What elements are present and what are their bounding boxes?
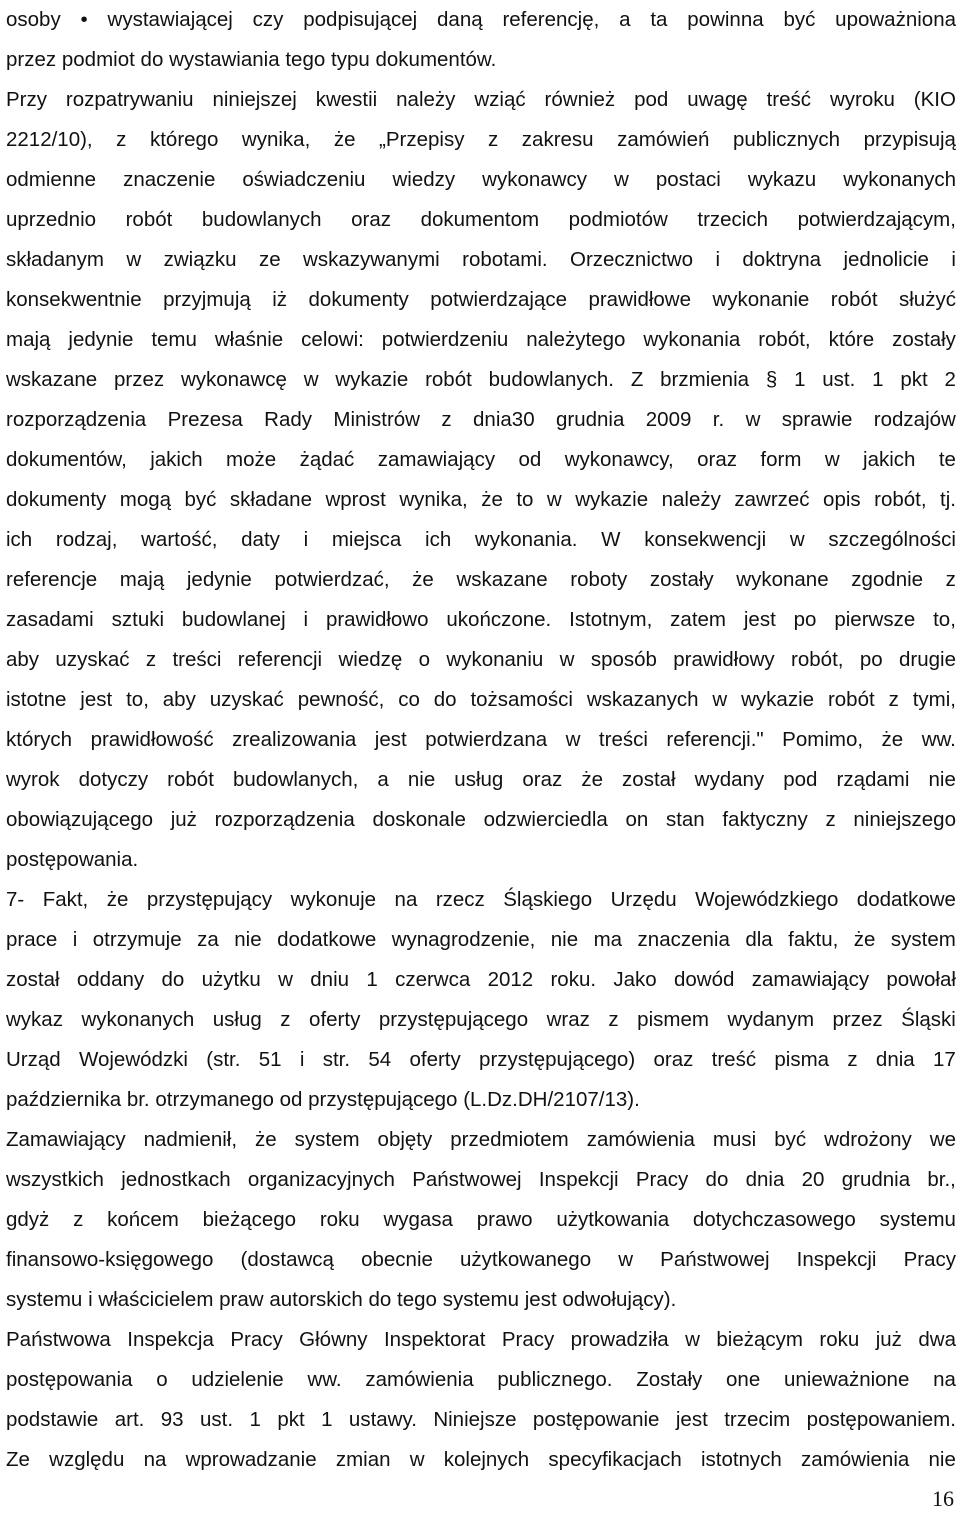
- text-line: postępowania o udzielenie ww. zamówienia publicznego. Zostały one unieważnione na: [6, 1368, 956, 1391]
- text-line: postępowania.: [6, 848, 139, 871]
- text-line: wyrok dotyczy robót budowlanych, a nie usług oraz że został wydany pod rządami nie: [6, 768, 956, 791]
- text-line: przez podmiot do wystawiania tego typu dokumentów.: [6, 48, 497, 71]
- page-number: 16: [932, 1486, 954, 1511]
- text-line: 7- Fakt, że przystępujący wykonuje na rzecz Śląskiego Urzędu Wojewódzkiego dodatkowe: [6, 888, 956, 911]
- text-line: Ze względu na wprowadzanie zmian w kolejnych specyfikacjach istotnych zamówienia nie: [6, 1448, 956, 1471]
- text-line: dokumenty mogą być składane wprost wynika, że to w wykazie należy zawrzeć opis robót, tj.: [6, 488, 956, 511]
- text-line: października br. otrzymanego od przystępującego (L.Dz.DH/2107/13).: [6, 1088, 640, 1111]
- text-line: których prawidłowość zrealizowania jest potwierdzana w treści referencji." Pomimo, że ww.: [6, 728, 956, 751]
- text-line: podstawie art. 93 ust. 1 pkt 1 ustawy. Niniejsze postępowanie jest trzecim postępowaniem.: [6, 1408, 956, 1431]
- text-line: mają jedynie temu właśnie celowi: potwierdzeniu należytego wykonania robót, które zostały: [6, 328, 956, 351]
- text-line: prace i otrzymuje za nie dodatkowe wynagrodzenie, nie ma znaczenia dla faktu, że system: [6, 928, 956, 951]
- text-line: zasadami sztuki budowlanej i prawidłowo ukończone. Istotnym, zatem jest po pierwsze to,: [6, 608, 956, 631]
- text-line: gdyż z końcem bieżącego roku wygasa prawo użytkowania dotychczasowego systemu: [6, 1208, 956, 1231]
- text-line: składanym w związku ze wskazywanymi robotami. Orzecznictwo i doktryna jednolicie i: [6, 248, 956, 271]
- text-line: osoby • wystawiającej czy podpisującej daną referencję, a ta powinna być upoważniona: [6, 8, 956, 31]
- text-line: wskazane przez wykonawcę w wykazie robót budowlanych. Z brzmienia § 1 ust. 1 pkt 2: [6, 368, 956, 391]
- text-line: Zamawiający nadmienił, że system objęty przedmiotem zamówienia musi być wdrożony we: [6, 1128, 956, 1151]
- text-line: referencje mają jedynie potwierdzać, że wskazane roboty zostały wykonane zgodnie z: [6, 568, 956, 591]
- text-line: Państwowa Inspekcja Pracy Główny Inspektorat Pracy prowadziła w bieżącym roku już dwa: [6, 1328, 956, 1351]
- text-line: Przy rozpatrywaniu niniejszej kwestii należy wziąć również pod uwagę treść wyroku (KIO: [6, 88, 956, 111]
- text-line: rozporządzenia Prezesa Rady Ministrów z dnia30 grudnia 2009 r. w sprawie rodzajów: [6, 408, 956, 431]
- text-line: 2212/10), z którego wynika, że „Przepisy z zakresu zamówień publicznych przypisują: [6, 128, 956, 151]
- text-line: finansowo-księgowego (dostawcą obecnie użytkowanego w Państwowej Inspekcji Pracy: [6, 1248, 956, 1271]
- text-line: Urząd Wojewódzki (str. 51 i str. 54 oferty przystępującego) oraz treść pisma z dnia 17: [6, 1048, 956, 1071]
- text-line: ich rodzaj, wartość, daty i miejsca ich wykonania. W konsekwencji w szczególności: [6, 528, 956, 551]
- text-line: konsekwentnie przyjmują iż dokumenty potwierdzające prawidłowe wykonanie robót służyć: [6, 288, 956, 311]
- text-line: istotne jest to, aby uzyskać pewność, co do tożsamości wskazanych w wykazie robót z tymi,: [6, 688, 956, 711]
- text-line: obowiązującego już rozporządzenia doskonale odzwierciedla on stan faktyczny z niniejszego: [6, 808, 956, 831]
- text-line: aby uzyskać z treści referencji wiedzę o wykonaniu w sposób prawidłowy robót, po drugie: [6, 648, 956, 671]
- text-line: wykaz wykonanych usług z oferty przystępującego wraz z pismem wydanym przez Śląski: [6, 1008, 956, 1031]
- text-line: dokumentów, jakich może żądać zamawiający od wykonawcy, oraz form w jakich te: [6, 448, 956, 471]
- text-line: odmienne znaczenie oświadczeniu wiedzy wykonawcy w postaci wykazu wykonanych: [6, 168, 956, 191]
- text-line: został oddany do użytku w dniu 1 czerwca 2012 roku. Jako dowód zamawiający powołał: [6, 968, 956, 991]
- document-body: [6, 0, 956, 1480]
- text-line: systemu i właścicielem praw autorskich do tego systemu jest odwołujący).: [6, 1288, 677, 1311]
- text-line: wszystkich jednostkach organizacyjnych Państwowej Inspekcji Pracy do dnia 20 grudnia br.,: [6, 1168, 956, 1191]
- text-line: uprzednio robót budowlanych oraz dokumentom podmiotów trzecich potwierdzającym,: [6, 208, 956, 231]
